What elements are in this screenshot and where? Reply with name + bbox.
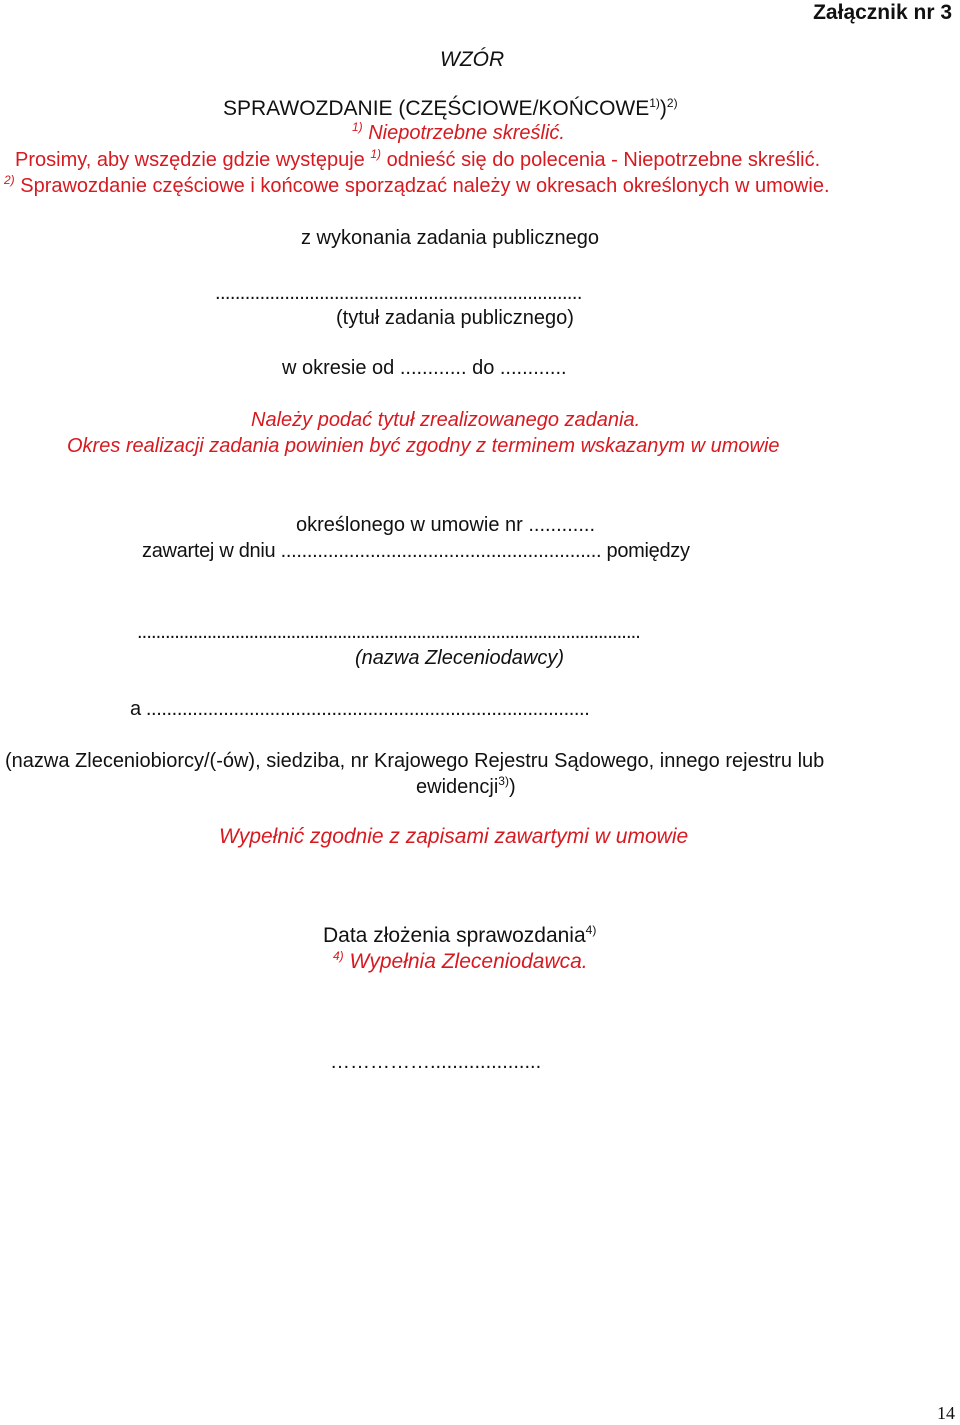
contractor-label-cont-text: ewidencji — [416, 776, 499, 798]
wzor-label: WZÓR — [440, 48, 505, 71]
note-4-text: Wypełnia Zleceniodawca. — [349, 950, 588, 973]
note-2-text: Sprawozdanie częściowe i końcowe sporządzać należy w okresach określonych w umowie. — [20, 175, 830, 197]
footnote-marker: 4) — [333, 949, 344, 963]
footnote-marker: 1) — [352, 120, 363, 134]
contractor-label: (nazwa Zleceniobiorcy/(-ów), siedziba, nr Krajowego Rejestru Sądowego, innego rejestru lub — [5, 750, 825, 772]
footnote-ref: 4) — [585, 923, 597, 937]
contractor-label-close: ) — [508, 776, 516, 798]
attachment-label: Załącznik nr 3 — [813, 1, 952, 24]
instruction-period: Okres realizacji zadania powinien być zgodny z terminem wskazanym w umowie — [67, 435, 780, 457]
period-line: w okresie od ............ do ............ — [282, 357, 567, 379]
contractor-dots: a ...................................................................................... — [130, 698, 590, 720]
page-number: 14 — [937, 1403, 955, 1423]
note-1 — [352, 121, 565, 145]
note-1-instruction-part2: odnieść się do polecenia - Niepotrzebne skreślić. — [386, 149, 821, 171]
contract-date-line: zawartej w dniu ............................................................. pomiędzy — [142, 540, 690, 562]
signature-dots: …………….................... — [330, 1051, 542, 1073]
note-1-text: Niepotrzebne skreślić. — [368, 122, 565, 144]
footnote-ref: 3) — [498, 774, 509, 788]
report-title — [223, 96, 678, 121]
task-heading: z wykonania zadania publicznego — [301, 227, 599, 249]
note-1-instruction-part1: Prosimy, aby wszędzie gdzie występuje — [15, 149, 365, 171]
note-2 — [4, 174, 830, 198]
principal-label: (nazwa Zleceniodawcy) — [355, 647, 564, 669]
submission-date-text: Data złożenia sprawozdania — [323, 924, 586, 947]
note-1-instruction — [15, 148, 820, 172]
instruction-fill: Wypełnić zgodnie z zapisami zawartymi w umowie — [219, 825, 689, 848]
footnote-marker: 1) — [370, 147, 382, 161]
footnote-ref: 1) — [649, 96, 660, 110]
submission-date-label — [323, 923, 596, 948]
footnote-marker: 2) — [4, 173, 15, 187]
task-title-label: (tytuł zadania publicznego) — [336, 307, 574, 329]
task-title-dots: .......................................................................... — [215, 282, 582, 304]
report-title-close: ) — [659, 97, 667, 120]
note-4 — [333, 949, 588, 974]
contractor-label-cont — [416, 775, 516, 799]
contract-number-line: określonego w umowie nr ............ — [296, 514, 596, 536]
footnote-ref: 2) — [666, 96, 678, 110]
principal-dots: ............................................................................................................ — [137, 621, 640, 643]
report-title-text: SPRAWOZDANIE (CZĘŚCIOWE/KOŃCOWE — [223, 97, 650, 120]
instruction-title: Należy podać tytuł zrealizowanego zadania. — [251, 409, 641, 431]
